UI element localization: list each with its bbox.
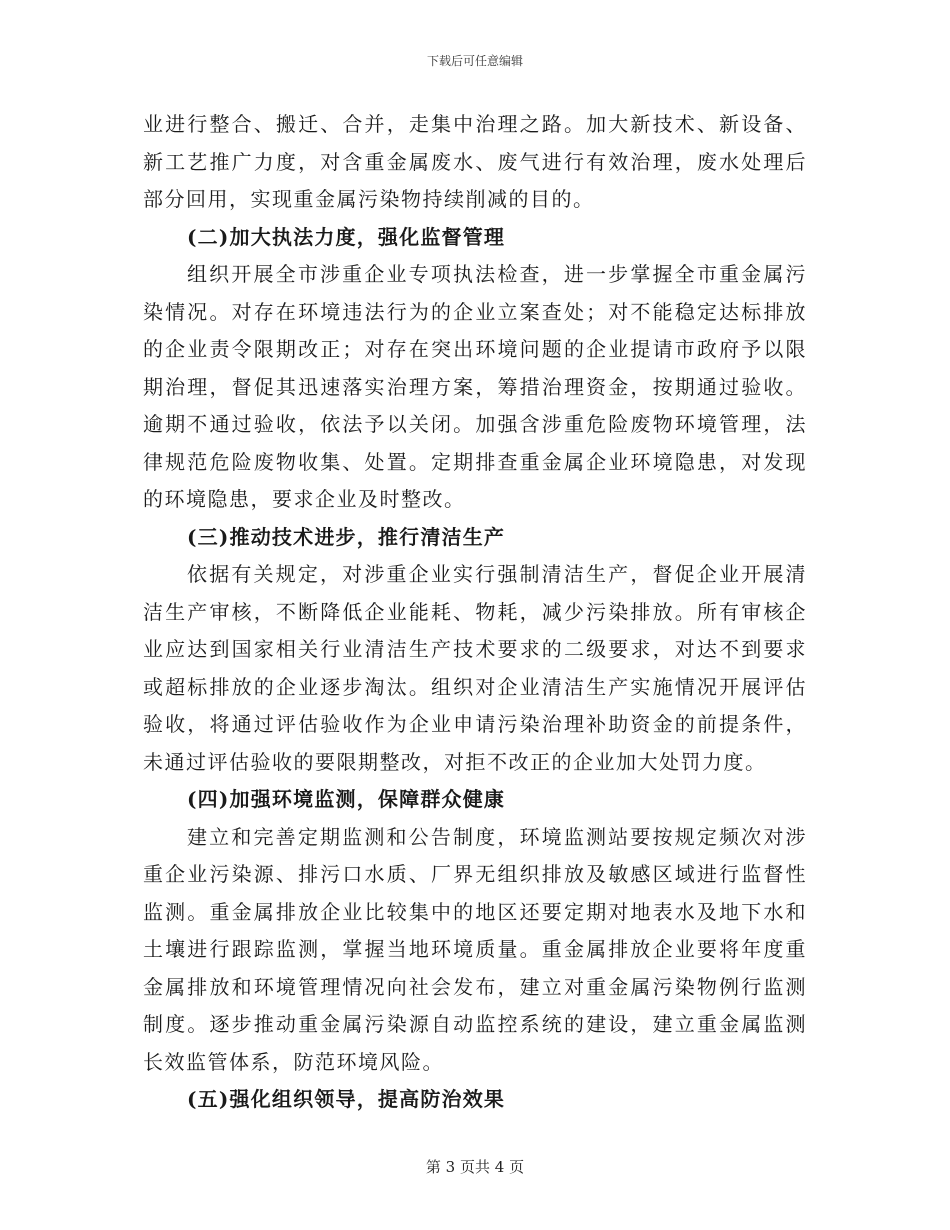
section-heading-3: (三)推动技术进步，推行清洁生产 — [187, 524, 506, 549]
section-heading-4: (四)加强环境监测，保障群众健康 — [187, 787, 506, 811]
page-number: 第 3 页共 4 页 — [425, 1158, 525, 1176]
page-header-note: 下载后可任意编辑 — [426, 54, 523, 68]
section-paragraph-3: 依据有关规定，对涉重企业实行强制清洁生产，督促企业开展清洁生产审核，不断降低企业能耗、物耗，减少污染排放。所有审核企业应达到国家相关行业清洁生产技术要求的二级要求，对达不到要求或超标排放的企业逐步淘汰。组织对企业清洁生产实施情况开展评估验收，将通过评估验收作为企业申请污染治理补助资金的前提条件，未通过评估验收的要限期整改，对拒不改正的企业加大处罚力度。 — [143, 562, 807, 774]
document-body — [143, 106, 807, 1119]
section-paragraph-4: 建立和完善定期监测和公告制度，环境监测站要按规定频次对涉重企业污染源、排污口水质、厂界无组织排放及敏感区域进行监督性监测。重金属排放企业比较集中的地区还要定期对地表水及地下水和土壤进行跟踪监测，掌握当地环境质量。重金属排放企业要将年度重金属排放和环境管理情况向社会发布，建立对重金属污染物例行监测制度。逐步推动重金属污染源自动监控系统的建设，建立重金属监测长效监管体系，防范环境风险。 — [143, 824, 807, 1074]
section-heading-2: (二)加大执法力度，强化监督管理 — [187, 224, 506, 249]
intro-paragraph: 业进行整合、搬迁、合并，走集中治理之路。加大新技术、新设备、新工艺推广力度，对含重金属废水、废气进行有效治理，废水处理后部分回用，实现重金属污染物持续削减的目的。 — [143, 112, 807, 211]
section-heading-5: (五)强化组织领导，提高防治效果 — [187, 1087, 506, 1111]
section-paragraph-2: 组织开展全市涉重企业专项执法检查，进一步掌握全市重金属污染情况。对存在环境违法行为的企业立案查处；对不能稳定达标排放的企业责令限期改正；对存在突出环境问题的企业提请市政府予以限期治理，督促其迅速落实治理方案，筹措治理资金，按期通过验收。逾期不通过验收，依法予以关闭。加强含涉重危险废物环境管理，法律规范危险废物收集、处置。定期排查重金属企业环境隐患，对发现的环境隐患，要求企业及时整改。 — [143, 262, 807, 511]
